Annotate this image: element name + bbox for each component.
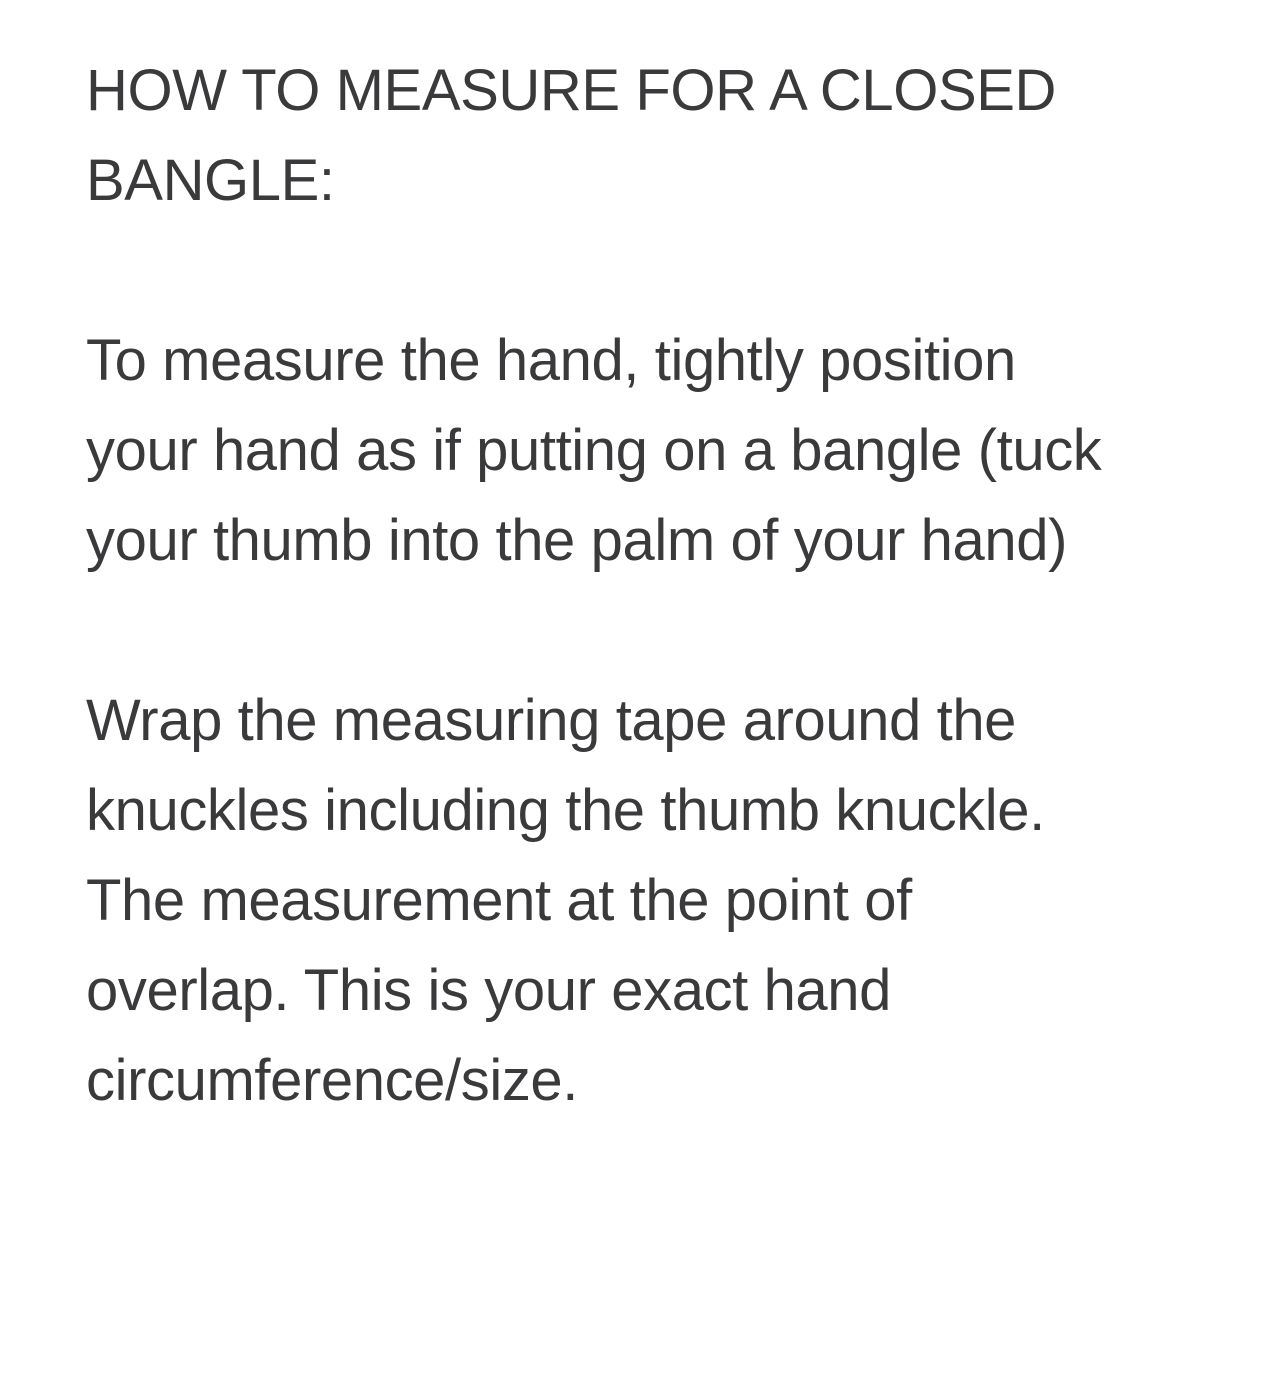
- paragraph-line: overlap. This is your exact hand: [86, 958, 892, 1023]
- paragraph-line: knuckles including the thumb knuckle.: [86, 778, 1045, 843]
- paragraph-line: Wrap the measuring tape around the: [86, 688, 1017, 753]
- note-paragraph-measuring-tape: [86, 676, 1236, 1126]
- paragraph-line: your thumb into the palm of your hand): [86, 508, 1068, 573]
- paragraph-line: circumference/size.: [86, 1048, 578, 1113]
- paragraph-line: your hand as if putting on a bangle (tuck: [86, 418, 1102, 483]
- note-title-line: BANGLE:: [86, 148, 335, 213]
- note-title: [86, 46, 1236, 226]
- paragraph-line: The measurement at the point of: [86, 868, 912, 933]
- note-body[interactable]: [86, 46, 1236, 1126]
- paragraph-line: To measure the hand, tightly position: [86, 328, 1016, 393]
- note-paragraph-hand-position: [86, 316, 1236, 586]
- blank-line: [86, 586, 1236, 676]
- note-title-line: HOW TO MEASURE FOR A CLOSED: [86, 58, 1057, 123]
- blank-line: [86, 226, 1236, 316]
